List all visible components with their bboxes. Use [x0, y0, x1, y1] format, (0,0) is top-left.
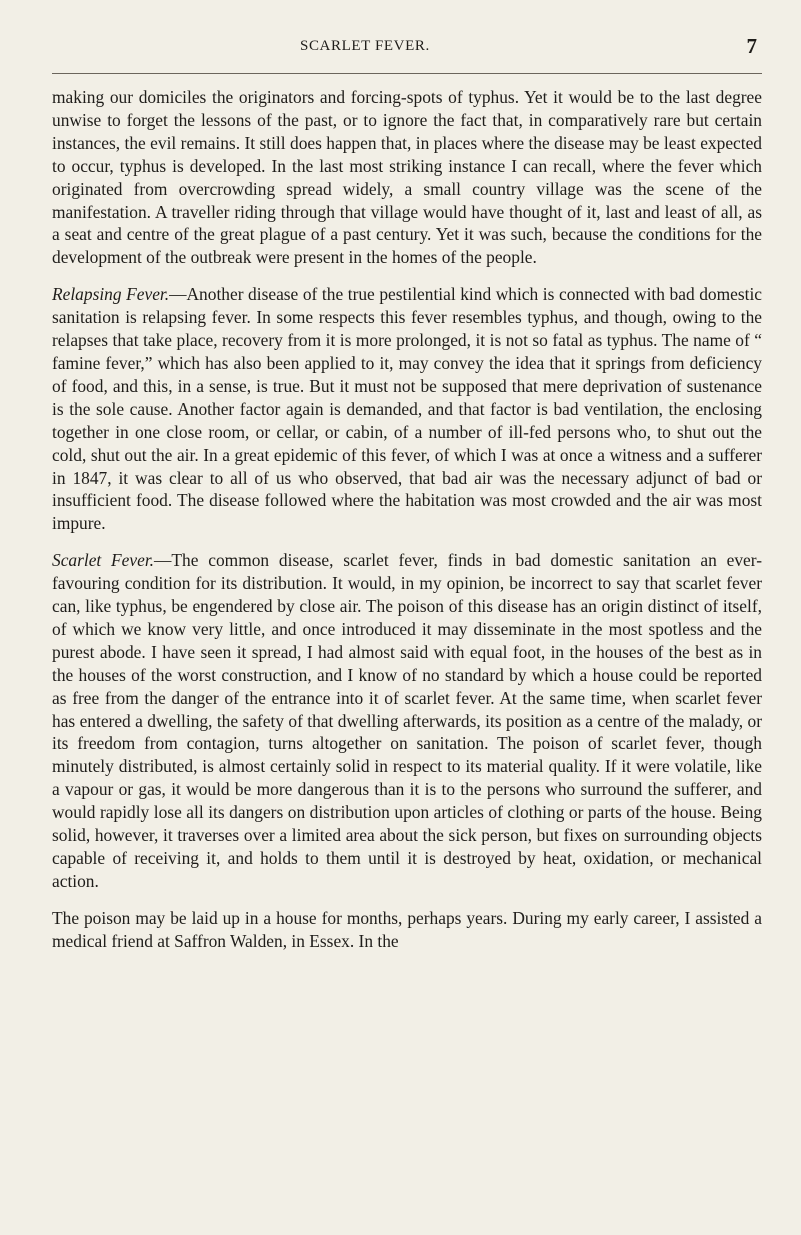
paragraph-scarlet-fever	[52, 549, 762, 893]
paragraph-text: The poison may be laid up in a house for months, perhaps years. During my early career, I assisted a medical friend at Saffron Walden, in Essex. In the	[52, 907, 762, 951]
paragraph-poison-laid-up	[52, 907, 762, 953]
header-rule	[52, 73, 762, 74]
section-heading-relapsing-fever: Relapsing Fever.	[52, 284, 170, 305]
running-head	[0, 34, 801, 66]
paragraph-text: making our domiciles the originators and forcing-spots of typhus. Yet it would be to the last degree unwise to forget the lessons of the past, or to ignore the fact that, in comparatively rare but certain instances, the evil remains. It still does happen that, in places where the disease may be least expected to occur, typhus is developed. In the last most striking instance I can recall, where the fever which originated from overcrowding spread widely, a small country village was the scene of the manifestation. A traveller riding through that village would have thought of it, last and least of all, as a seat and centre of the great plague of a past century. Yet it was such, because the conditions for the development of the outbreak were present in the homes of the people.	[52, 87, 762, 268]
paragraph-text: —Another disease of the true pestilential kind which is connected with bad domestic sanitation is relapsing fever. In some respects this fever resembles typhus, and though, owing to the relapses that take place, recovery from it is more prolonged, it is not so fatal as typhus. The name of “ famine fever,” which has also been applied to it, may convey the idea that it springs from deficiency of food, and this, in a sense, is true. But it must not be supposed that mere deprivation of sustenance is the sole cause. Another factor again is demanded, and that factor is bad ventilation, the enclosing together in one close room, or cellar, or cabin, of a number of ill-fed persons who, to shut out the cold, shut out the air. In a great epidemic of this fever, of which I was at once a witness and a sufferer in 1847, it was clear to all of us who observed, that bad air was the necessary adjunct of bad or insufficient food. The disease followed where the habitation was most crowded and the air was most impure.	[52, 284, 762, 534]
running-title: SCARLET FEVER.	[300, 38, 430, 54]
paragraph-relapsing-fever	[52, 283, 762, 535]
paragraph-text: —The common disease, scarlet fever, finds in bad domestic sanitation an ever-favouring condition for its distribution. It would, in my opinion, be incorrect to say that scarlet fever can, like typhus, be engendered by close air. The poison of this disease has an origin distinct of itself, of which we know very little, and once introduced it may disseminate in the most spotless and the purest abode. I have seen it spread, I had almost said with equal foot, in the houses of the best as in the houses of the worst construction, and I know of no standard by which a house could be reported as free from the danger of the entrance into it of scarlet fever. At the same time, when scarlet fever has entered a dwelling, the safety of that dwelling afterwards, its position as a centre of the malady, or its freedom from contagion, turns altogether on sanitation. The poison of scarlet fever, though minutely distributed, is almost certainly solid in respect to its material quality. If it were volatile, like a vapour or gas, it would be more dangerous than it is to the persons who surround the sufferer, and would rapidly lose all its dangers on distribution upon articles of clothing or parts of the house. Being solid, however, it traverses over a limited area about the sick person, but fixes on surrounding objects capable of receiving it, and holds to them until it is destroyed by heat, oxidation, or mechanical action.	[52, 550, 762, 891]
page-number: 7	[746, 34, 757, 58]
paragraph-typhus-continuation	[52, 86, 762, 269]
section-heading-scarlet-fever: Scarlet Fever.	[52, 550, 155, 571]
body-text	[52, 86, 762, 967]
